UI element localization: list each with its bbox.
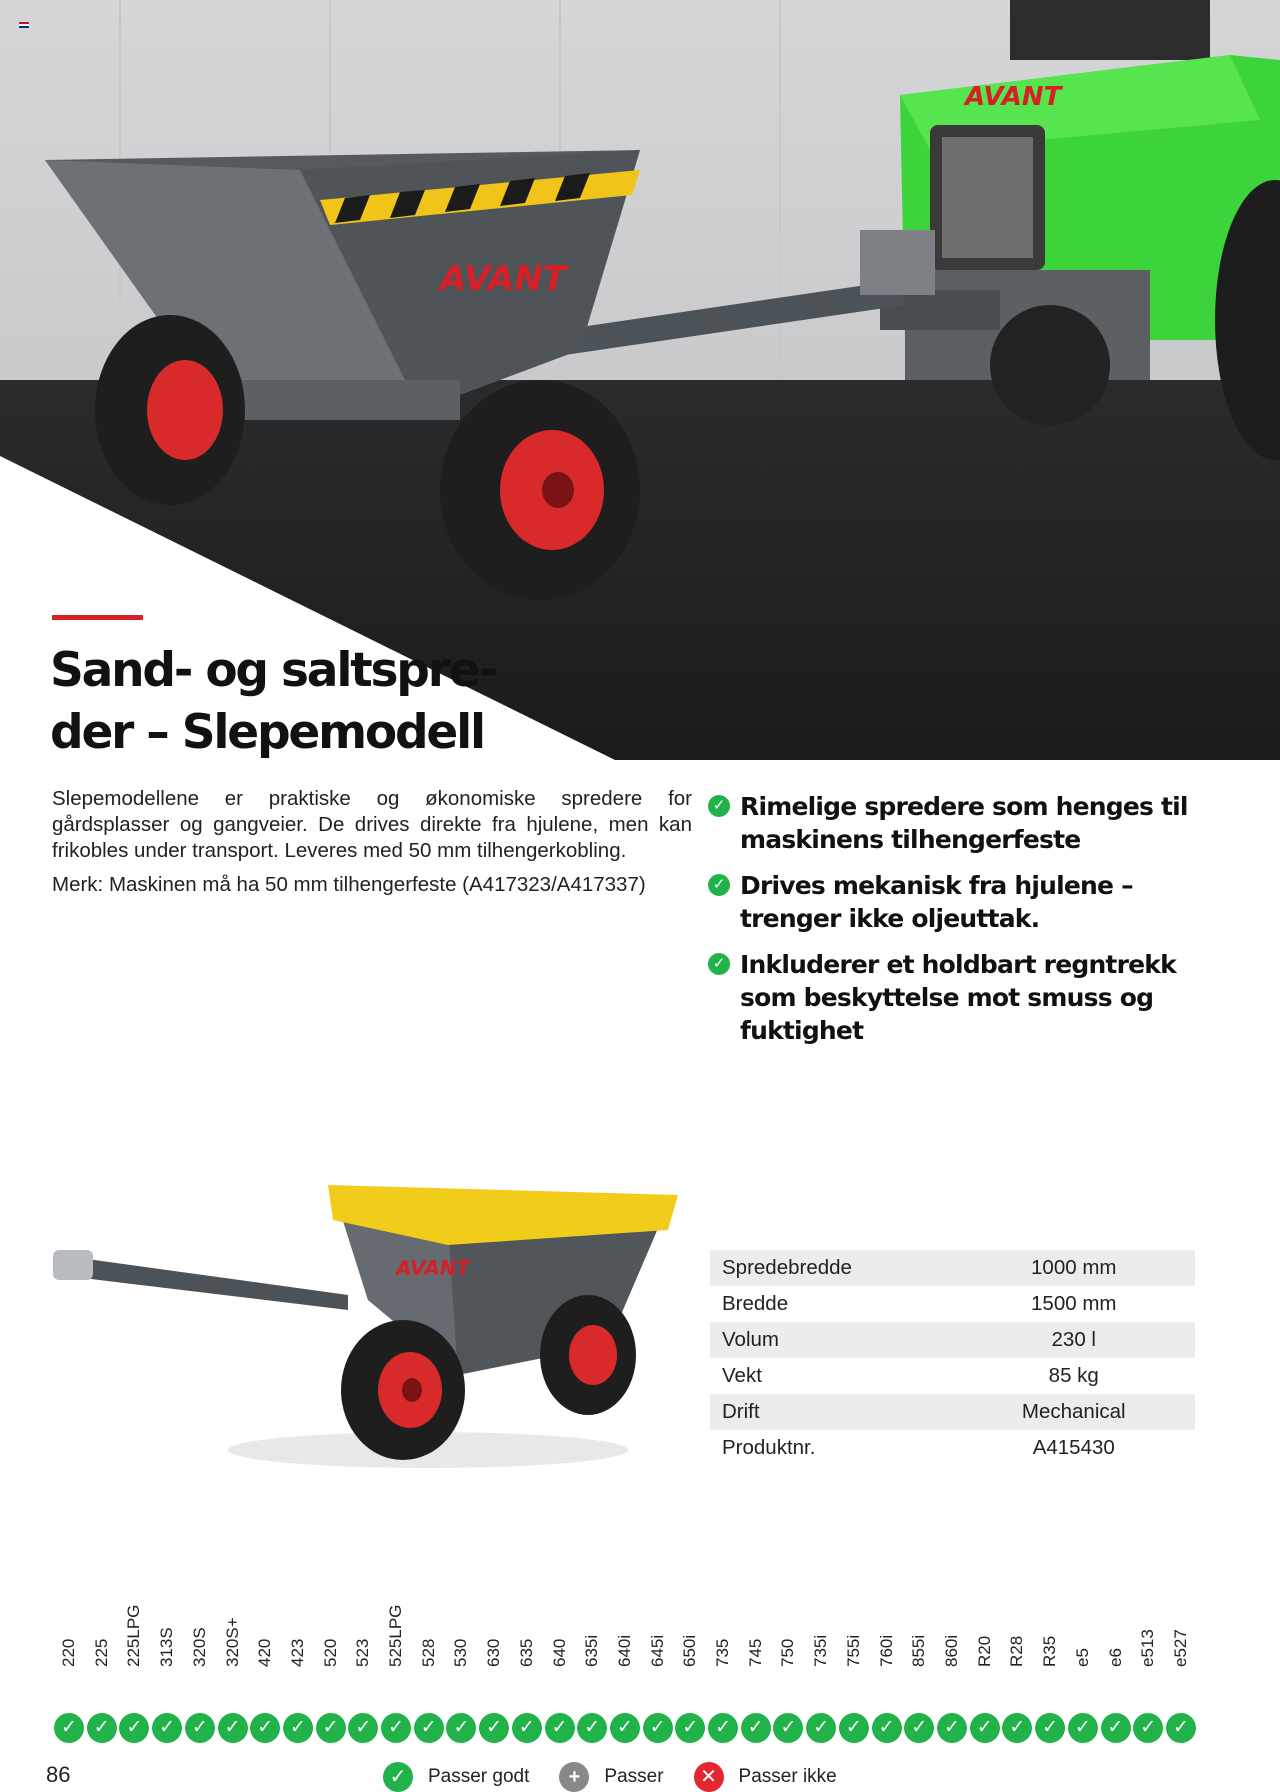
product-drawbar	[58, 1255, 348, 1310]
model-label	[643, 1615, 673, 1687]
check-icon: ✓	[1002, 1713, 1032, 1743]
model-label-text: 320S+	[222, 1617, 242, 1667]
model-label	[675, 1615, 705, 1687]
check-icon: ✓	[1035, 1713, 1065, 1743]
model-label-text: 640	[549, 1638, 569, 1667]
model-label-text: 220	[59, 1638, 78, 1667]
check-icon: ✓	[1133, 1713, 1163, 1743]
check-icon: ✓	[512, 1713, 542, 1743]
model-label	[512, 1615, 542, 1687]
model-label	[348, 1615, 378, 1687]
model-label	[741, 1615, 771, 1687]
model-label-text: R20	[974, 1635, 994, 1667]
model-label	[806, 1615, 836, 1687]
check-icon: ✓	[872, 1713, 902, 1743]
compatibility-status-row	[54, 1713, 1196, 1743]
model-label-text: 420	[255, 1638, 275, 1667]
legend-item	[383, 1762, 529, 1792]
spec-label: Volum	[710, 1322, 953, 1358]
model-label	[1101, 1615, 1131, 1687]
product-wheel-rear	[540, 1295, 636, 1415]
model-label-text: 645i	[647, 1634, 667, 1667]
model-label	[708, 1615, 738, 1687]
check-icon: ✓	[316, 1713, 346, 1743]
spec-label: Spredebredde	[710, 1250, 953, 1286]
check-icon: ✓	[675, 1713, 705, 1743]
model-label	[904, 1615, 934, 1687]
legend-item	[559, 1762, 663, 1792]
model-label-text: 423	[287, 1638, 307, 1667]
check-icon: ✓	[610, 1713, 640, 1743]
check-icon: ✓	[414, 1713, 444, 1743]
spec-label: Drift	[710, 1394, 953, 1430]
check-icon: ✓	[381, 1713, 411, 1743]
tractor-brand-mark: AVANT	[965, 82, 1062, 112]
model-label-text: 855i	[909, 1634, 929, 1667]
plus-icon: +	[559, 1762, 589, 1792]
check-icon: ✓	[545, 1713, 575, 1743]
model-label	[218, 1615, 248, 1687]
title-accent-bar	[52, 615, 143, 620]
model-label	[1133, 1615, 1163, 1687]
model-label	[839, 1615, 869, 1687]
product-hitch	[53, 1250, 93, 1280]
model-label-text: 760i	[876, 1634, 896, 1667]
spec-label: Bredde	[722, 1292, 789, 1315]
model-label	[152, 1615, 182, 1687]
spec-label: Produktnr.	[722, 1436, 816, 1459]
product-illustration	[48, 1160, 688, 1480]
spec-value: 230 l	[953, 1322, 1196, 1358]
spec-value: 1500 mm	[1031, 1292, 1117, 1315]
model-label-text: R35	[1040, 1635, 1060, 1667]
check-icon: ✓	[348, 1713, 378, 1743]
legend-item	[694, 1762, 837, 1792]
hitch	[860, 230, 935, 295]
description-paragraph: Slepemodellene er praktiske og økonomiske spredere for gårdsplasser og gangveier. De drives direkte fra hjulene, men kan frikobles under transport. Leveres med 50 mm tilhengerkobling.	[52, 787, 692, 862]
model-label-text: R28	[1007, 1635, 1027, 1667]
spec-value: A415430	[1032, 1436, 1115, 1459]
model-label	[610, 1615, 640, 1687]
product-brand-mark: AVANT	[396, 1256, 471, 1280]
model-label	[54, 1615, 84, 1687]
check-icon: ✓	[806, 1713, 836, 1743]
check-icon: ✓	[446, 1713, 476, 1743]
spec-value: Mechanical	[953, 1394, 1196, 1430]
model-label-text: 745	[745, 1638, 765, 1667]
model-label-text: 650i	[680, 1634, 700, 1667]
model-label-text: 640i	[614, 1634, 634, 1667]
description	[52, 786, 692, 898]
model-label-text: 520	[320, 1638, 340, 1667]
model-label	[773, 1615, 803, 1687]
check-icon: ✓	[218, 1713, 248, 1743]
check-icon: ✓	[119, 1713, 149, 1743]
model-label	[1035, 1615, 1065, 1687]
model-label	[283, 1615, 313, 1687]
model-label-text: 635	[516, 1638, 536, 1667]
feature-text: Rimelige spredere som henges til maskinens tilhengerfeste	[740, 792, 1188, 854]
table-row	[710, 1250, 1195, 1286]
model-label-text: 523	[353, 1638, 373, 1667]
model-label	[872, 1615, 902, 1687]
model-label-text: 755i	[843, 1634, 863, 1667]
description-note: Merk: Maskinen må ha 50 mm tilhengerfeste (A417323/A417337)	[52, 873, 646, 896]
hero-wheel-rear	[95, 315, 245, 505]
check-icon: ✓	[185, 1713, 215, 1743]
cross-icon: ✕	[694, 1762, 724, 1792]
check-icon: ✓	[577, 1713, 607, 1743]
check-icon: ✓	[839, 1713, 869, 1743]
check-icon: ✓	[383, 1762, 413, 1792]
title-line-1: Sand- og saltspre-	[50, 643, 496, 698]
check-icon: ✓	[643, 1713, 673, 1743]
model-label-text: 530	[451, 1638, 471, 1667]
compatibility-chart	[54, 1604, 1196, 1743]
model-label	[87, 1615, 117, 1687]
model-label	[316, 1615, 346, 1687]
hopper-brand-mark: AVANT	[440, 259, 566, 299]
model-label-text: 635i	[582, 1634, 602, 1667]
model-label	[414, 1615, 444, 1687]
check-icon: ✓	[741, 1713, 771, 1743]
page-title	[50, 640, 570, 764]
check-icon: ✓	[87, 1713, 117, 1743]
model-label-text: 735i	[811, 1634, 831, 1667]
spec-label: Vekt	[722, 1364, 762, 1387]
feature-text: Drives mekanisk fra hjulene – trenger ikke oljeuttak.	[740, 871, 1133, 933]
model-label-text: 528	[418, 1638, 438, 1667]
model-label	[937, 1615, 967, 1687]
check-icon: ✓	[773, 1713, 803, 1743]
table-row	[710, 1286, 1195, 1322]
model-label	[577, 1615, 607, 1687]
spec-value: 85 kg	[1048, 1364, 1099, 1387]
table-row	[710, 1394, 1195, 1430]
spec-value: 1000 mm	[953, 1250, 1196, 1286]
check-icon: ✓	[152, 1713, 182, 1743]
check-icon: ✓	[708, 874, 730, 896]
model-label	[1068, 1615, 1098, 1687]
hero-wheel-front	[440, 380, 640, 600]
check-icon: ✓	[250, 1713, 280, 1743]
model-label-text: 735	[713, 1638, 733, 1667]
table-row	[710, 1358, 1195, 1394]
model-label-text: 630	[484, 1638, 504, 1667]
page-number: 86	[46, 1762, 71, 1787]
title-line-2: der – Slepemodell	[50, 705, 484, 760]
legend-label: Passer ikke	[738, 1766, 837, 1787]
check-icon: ✓	[1068, 1713, 1098, 1743]
model-label	[446, 1615, 476, 1687]
model-label-text: e513	[1138, 1629, 1158, 1667]
model-label	[970, 1615, 1000, 1687]
check-icon: ✓	[1166, 1713, 1196, 1743]
check-icon: ✓	[937, 1713, 967, 1743]
check-icon: ✓	[904, 1713, 934, 1743]
feature-item	[708, 790, 1228, 856]
check-icon: ✓	[708, 953, 730, 975]
model-label-text: 320S	[189, 1627, 209, 1667]
product-wheel-front	[341, 1320, 465, 1460]
feature-item	[708, 869, 1228, 935]
model-label-text: e5	[1072, 1648, 1092, 1667]
table-row	[710, 1430, 1195, 1466]
legend-label: Passer godt	[428, 1766, 530, 1787]
check-icon: ✓	[708, 795, 730, 817]
model-labels	[54, 1604, 1196, 1687]
check-icon: ✓	[970, 1713, 1000, 1743]
legend	[383, 1762, 867, 1792]
model-label	[1002, 1615, 1032, 1687]
model-label-text: 225	[91, 1638, 111, 1667]
product-photo	[48, 1160, 688, 1480]
model-label-text: 860i	[941, 1634, 961, 1667]
model-label-text: 525LPG	[386, 1604, 406, 1667]
check-icon: ✓	[1101, 1713, 1131, 1743]
model-label-text: 750	[778, 1638, 798, 1667]
model-label	[479, 1615, 509, 1687]
model-label	[1166, 1615, 1196, 1687]
model-label-text: 313S	[157, 1627, 177, 1667]
language-flag-icon	[19, 22, 29, 28]
model-label-text: e527	[1170, 1629, 1190, 1667]
feature-text: Inkluderer et holdbart regntrekk som beskyttelse mot smuss og fuktighet	[740, 950, 1176, 1045]
model-label	[545, 1615, 575, 1687]
model-label-text: e6	[1105, 1648, 1125, 1667]
check-icon: ✓	[283, 1713, 313, 1743]
model-label	[119, 1604, 149, 1687]
check-icon: ✓	[708, 1713, 738, 1743]
model-label	[381, 1604, 411, 1687]
feature-item	[708, 948, 1228, 1047]
spec-table	[710, 1250, 1195, 1466]
legend-label: Passer	[604, 1766, 664, 1787]
check-icon: ✓	[479, 1713, 509, 1743]
model-label	[250, 1615, 280, 1687]
model-label	[185, 1615, 215, 1687]
check-icon: ✓	[54, 1713, 84, 1743]
model-label-text: 225LPG	[124, 1604, 144, 1667]
table-row	[710, 1322, 1195, 1358]
feature-list	[708, 790, 1228, 1060]
